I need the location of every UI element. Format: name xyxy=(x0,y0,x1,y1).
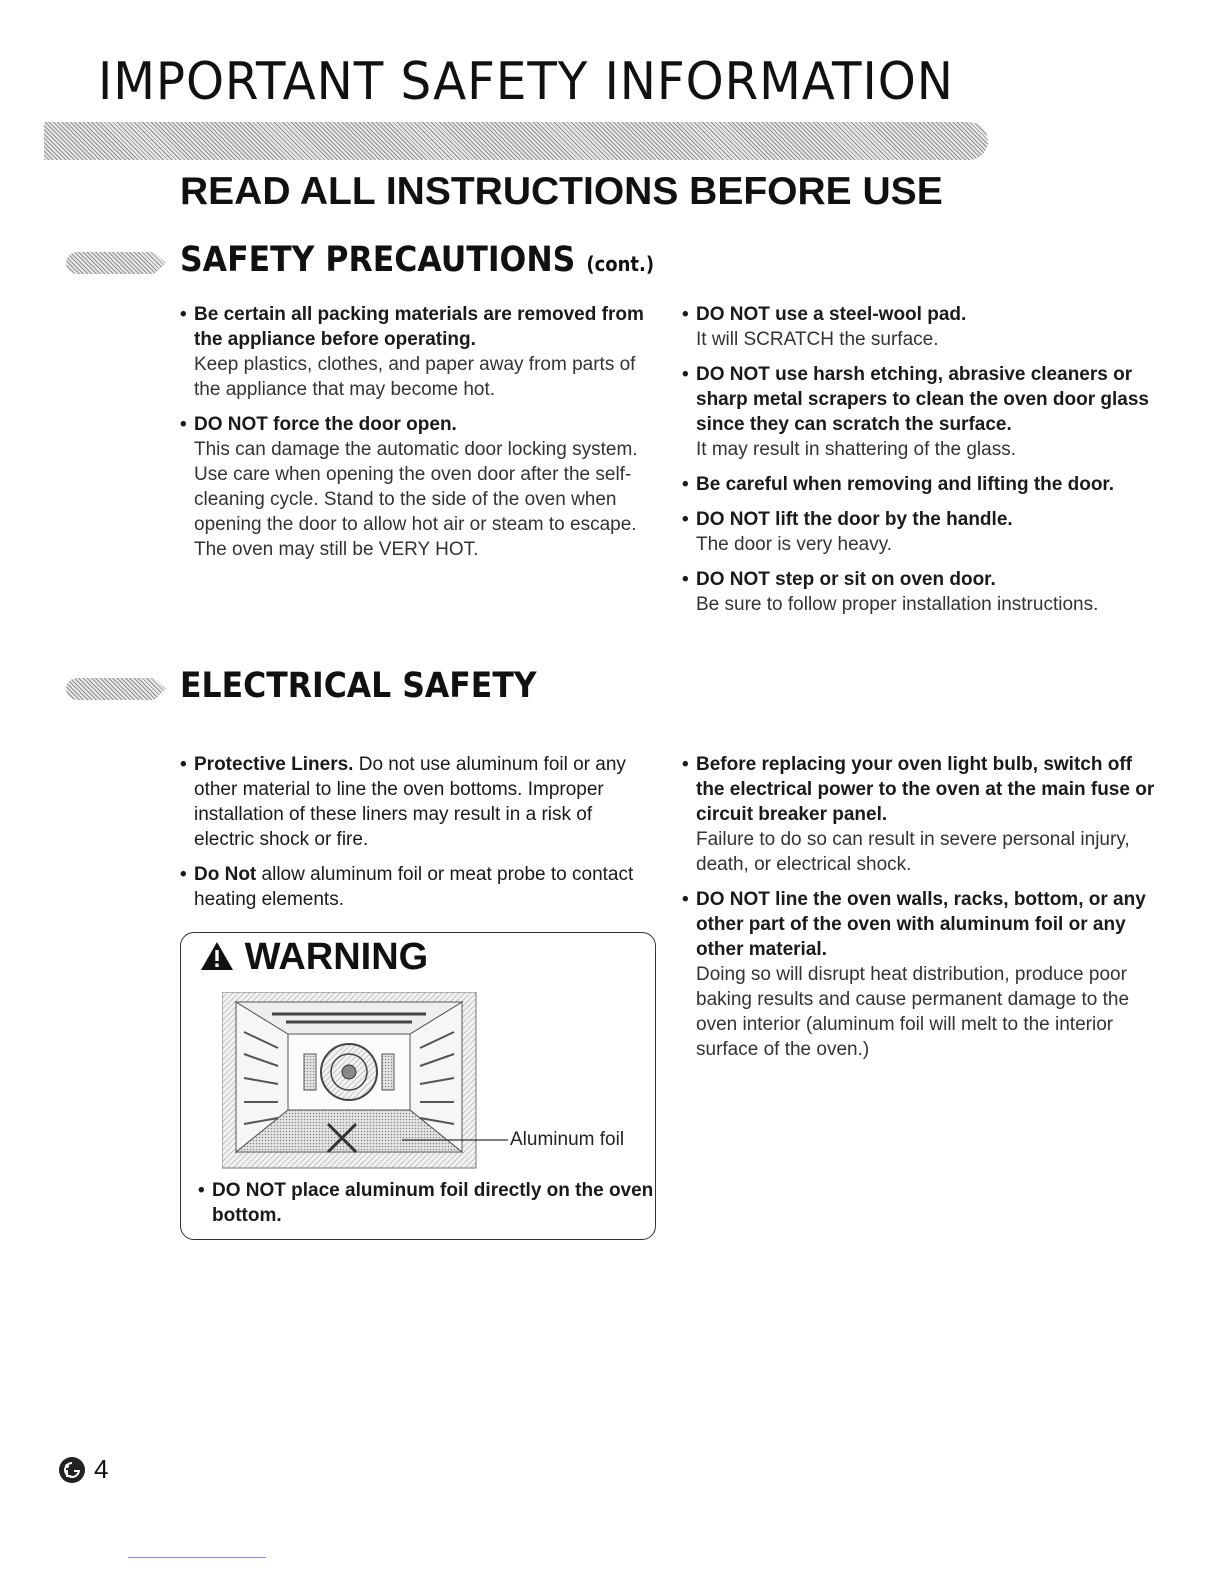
list-item xyxy=(682,567,1162,617)
section-marker-icon xyxy=(66,678,166,700)
header-decorative-bar xyxy=(44,122,988,160)
item-text: The door is very heavy. xyxy=(696,534,893,555)
footer-divider xyxy=(128,1557,266,1558)
item-text: Keep plastics, clothes, and paper away from parts of the appliance that may become hot. xyxy=(194,354,636,400)
item-text: Do not use aluminum foil or any other material to line the oven bottoms. Improper installation of these liners may result in a risk of electric shock or fire. xyxy=(194,754,626,850)
page-footer xyxy=(58,1454,108,1485)
section-title-electrical-safety: ELECTRICAL SAFETY xyxy=(180,666,537,706)
list-item xyxy=(180,752,650,852)
aluminum-foil-caption: Aluminum foil xyxy=(510,1129,625,1150)
electrical-left-column xyxy=(180,752,650,922)
warning-label: WARNING xyxy=(244,936,429,978)
electrical-right-column xyxy=(682,752,1162,1072)
page-number: 4 xyxy=(94,1454,109,1484)
list-item xyxy=(180,302,660,402)
main-heading: READ ALL INSTRUCTIONS BEFORE USE xyxy=(180,170,943,213)
item-title: • Be certain all packing materials are removed from the appliance before operating. xyxy=(180,302,660,352)
list-item xyxy=(682,752,1162,877)
item-title: • DO NOT line the oven walls, racks, bottom, or any other part of the oven with aluminum foil or any other material. xyxy=(682,887,1162,962)
item-text: It will SCRATCH the surface. xyxy=(696,329,939,350)
list-item xyxy=(180,862,650,912)
safety-left-column xyxy=(180,302,660,572)
warning-triangle-icon xyxy=(200,941,234,971)
section-marker-icon xyxy=(66,252,166,274)
item-title: • DO NOT use harsh etching, abrasive cleaners or sharp metal scrapers to clean the oven door glass since they can scratch the surface. xyxy=(682,362,1162,437)
item-title: • Be careful when removing and lifting the door. xyxy=(682,472,1162,497)
item-title: • DO NOT force the door open. xyxy=(180,412,660,437)
section-title-suffix: (cont.) xyxy=(586,252,655,276)
item-text: Doing so will disrupt heat distribution, produce poor baking results and cause permanent damage to the oven interior (aluminum foil will melt to the interior surface of the oven.) xyxy=(696,964,1130,1060)
list-item xyxy=(682,302,1162,352)
list-item xyxy=(682,507,1162,557)
warning-heading xyxy=(200,936,428,979)
item-text: Be sure to follow proper installation instructions. xyxy=(696,594,1099,615)
section-title-safety-precautions xyxy=(180,240,654,280)
lg-logo-icon xyxy=(58,1456,86,1484)
list-item xyxy=(682,472,1162,497)
page-header-title: IMPORTANT SAFETY INFORMATION xyxy=(98,52,954,112)
item-text: allow aluminum foil or meat probe to contact heating elements. xyxy=(194,864,634,910)
oven-interior-illustration xyxy=(222,992,522,1172)
item-lead: Do Not xyxy=(194,864,257,885)
warning-text: • DO NOT place aluminum foil directly on the oven bottom. xyxy=(198,1178,662,1228)
safety-right-column xyxy=(682,302,1162,627)
item-title: • DO NOT lift the door by the handle. xyxy=(682,507,1162,532)
item-title: • DO NOT step or sit on oven door. xyxy=(682,567,1162,592)
item-text: Failure to do so can result in severe personal injury, death, or electrical shock. xyxy=(696,829,1130,875)
item-text: It may result in shattering of the glass. xyxy=(696,439,1016,460)
list-item xyxy=(682,887,1162,1062)
list-item xyxy=(180,412,660,562)
section-title-text: SAFETY PRECAUTIONS xyxy=(180,240,576,280)
list-item xyxy=(682,362,1162,462)
item-lead: Protective Liners. xyxy=(194,754,354,775)
item-title: • Before replacing your oven light bulb, switch off the electrical power to the oven at the main fuse or circuit breaker panel. xyxy=(682,752,1162,827)
item-text: This can damage the automatic door locking system. Use care when opening the oven door after the self-cleaning cycle. Stand to the side of the oven when opening the door to allow hot air or steam to escape. The oven may still be VERY HOT. xyxy=(194,439,638,560)
item-title: • DO NOT use a steel-wool pad. xyxy=(682,302,1162,327)
